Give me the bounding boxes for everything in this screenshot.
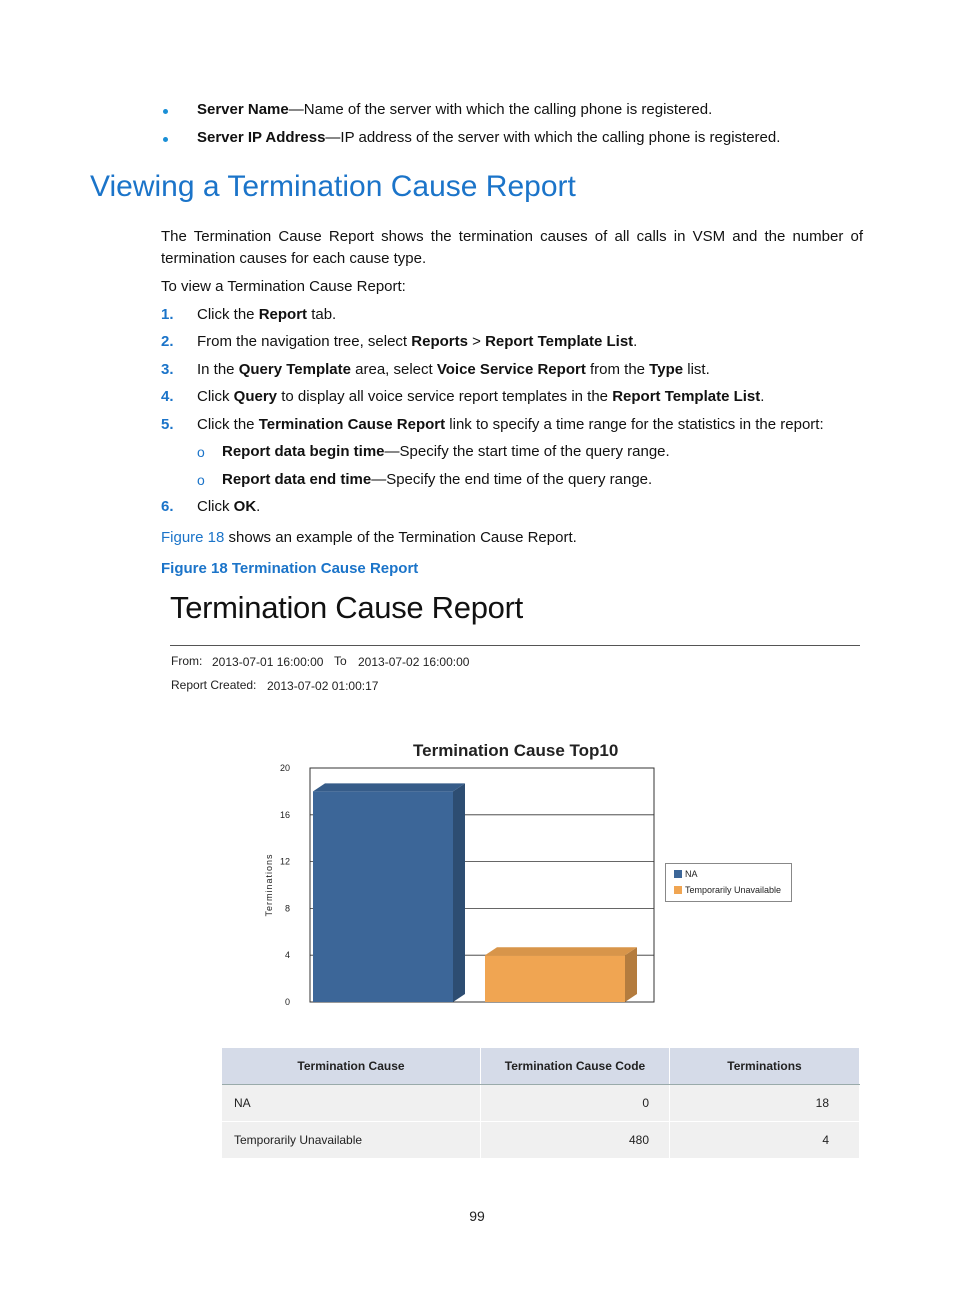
step-number: 2. xyxy=(161,333,174,350)
intro-paragraph: The Termination Cause Report shows the termination causes of all calls in VSM and the number of termination causes for each cause type. xyxy=(161,228,863,267)
figure-link[interactable]: Figure 18 xyxy=(161,529,225,546)
column-header: Termination Cause xyxy=(222,1048,481,1085)
page-number: 99 xyxy=(469,1208,485,1224)
step-number: 1. xyxy=(161,306,174,323)
table-header-row xyxy=(222,1048,860,1085)
created-label: Report Created: xyxy=(171,678,257,692)
bar xyxy=(485,955,625,1002)
to-value: 2013-07-02 16:00:00 xyxy=(358,655,470,669)
bar-top xyxy=(313,783,465,791)
step-text: In the Query Template area, select Voice Service Report from the Type list. xyxy=(197,361,710,378)
bullet-icon xyxy=(163,109,168,114)
to-view-text: To view a Termination Cause Report: xyxy=(161,278,406,295)
bullet-icon xyxy=(163,137,168,142)
table-row xyxy=(222,1085,860,1122)
from-value: 2013-07-01 16:00:00 xyxy=(212,655,324,669)
step-text: Click Query to display all voice service report templates in the Report Template List. xyxy=(197,388,765,405)
bar-top xyxy=(485,947,637,955)
legend-swatch xyxy=(674,870,682,878)
step-number: 3. xyxy=(161,361,174,378)
step-text: From the navigation tree, select Reports > Report Template List. xyxy=(197,333,638,350)
substep-marker: o xyxy=(197,444,205,460)
step-text: Click the Termination Cause Report link to specify a time range for the statistics in the report: xyxy=(197,416,824,433)
step-number: 6. xyxy=(161,498,174,515)
created-value: 2013-07-02 01:00:17 xyxy=(267,679,379,693)
code-cell: 480 xyxy=(481,1122,670,1159)
table-row xyxy=(222,1122,860,1159)
step-number: 5. xyxy=(161,416,174,433)
code-cell: 0 xyxy=(481,1085,670,1122)
legend-item: NA xyxy=(674,869,698,879)
chart-legend xyxy=(665,863,792,902)
column-header: Termination Cause Code xyxy=(481,1048,670,1085)
legend-item: Temporarily Unavailable xyxy=(674,885,781,895)
step-text: Click the Report tab. xyxy=(197,306,337,323)
bar-chart xyxy=(250,760,670,1015)
step-text: Click OK. xyxy=(197,498,261,515)
bullet-item: Server Name—Name of the server with which the calling phone is registered. xyxy=(197,101,713,118)
y-axis-label: Terminations xyxy=(264,853,274,917)
substep-text: Report data begin time—Specify the start time of the query range. xyxy=(222,443,670,460)
cause-cell: Temporarily Unavailable xyxy=(222,1122,481,1159)
section-heading: Viewing a Termination Cause Report xyxy=(90,170,576,203)
bar-side xyxy=(453,783,465,1002)
count-cell: 18 xyxy=(670,1085,860,1122)
step-number: 4. xyxy=(161,388,174,405)
bar xyxy=(313,791,453,1002)
y-tick-label: 12 xyxy=(279,856,290,867)
column-header: Terminations xyxy=(670,1048,860,1085)
y-tick-label: 16 xyxy=(279,809,290,820)
cause-cell: NA xyxy=(222,1085,481,1122)
count-cell: 4 xyxy=(670,1122,860,1159)
termination-table xyxy=(222,1048,860,1159)
y-tick-label: 4 xyxy=(284,950,290,961)
bar-side xyxy=(625,947,637,1002)
from-label: From: xyxy=(171,654,203,668)
y-tick-label: 0 xyxy=(284,997,290,1007)
substep-marker: o xyxy=(197,472,205,488)
y-tick-label: 20 xyxy=(279,763,290,773)
substep-text: Report data end time—Specify the end time of the query range. xyxy=(222,471,653,488)
y-tick-label: 8 xyxy=(284,903,290,914)
report-divider xyxy=(170,645,860,646)
to-label: To xyxy=(334,654,347,668)
figure-caption: Figure 18 Termination Cause Report xyxy=(161,560,419,577)
chart-title: Termination Cause Top10 xyxy=(413,741,619,760)
legend-swatch xyxy=(674,886,682,894)
figure-reference: Figure 18 shows an example of the Termination Cause Report. xyxy=(161,529,577,546)
report-title: Termination Cause Report xyxy=(170,590,523,625)
bullet-item: Server IP Address—IP address of the server with which the calling phone is registered. xyxy=(197,129,781,146)
